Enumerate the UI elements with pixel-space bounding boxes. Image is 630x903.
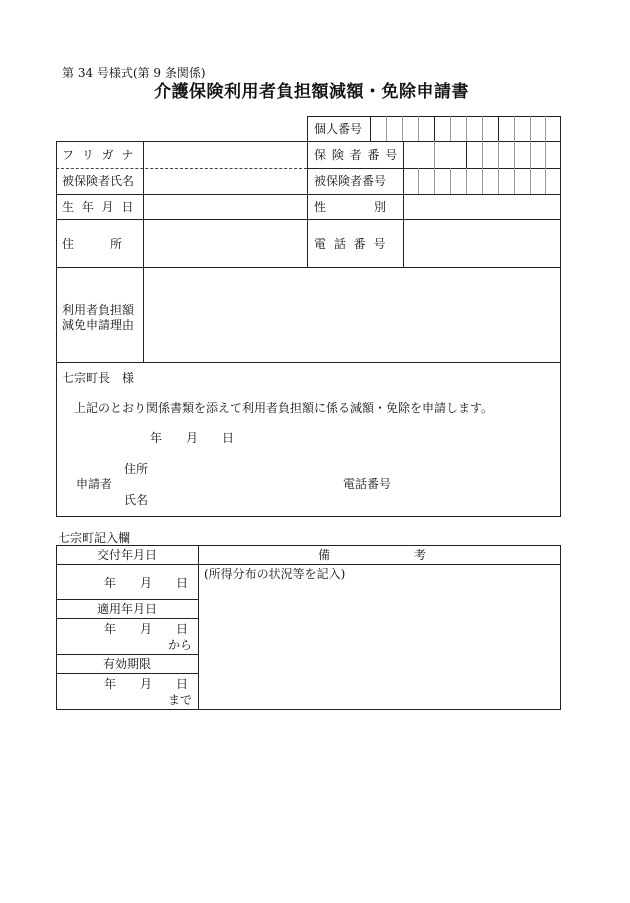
applicant-phone-label: 電話番号: [343, 477, 392, 491]
validity-value: 年 月 日: [104, 677, 189, 691]
insured-name-label: 被保険者氏名: [62, 174, 135, 188]
birth-date-field[interactable]: [144, 195, 307, 219]
insured-name-field[interactable]: [144, 169, 307, 194]
gender-field[interactable]: [404, 195, 560, 219]
applicant-name-label: 氏名: [124, 493, 149, 507]
application-statement: 上記のとおり関係書類を添えて利用者負担額に係る減額・免除を申請します。: [74, 401, 494, 415]
phone-number-field[interactable]: [404, 220, 560, 267]
reason-label-line2: 減免申請理由: [62, 318, 135, 332]
issue-date-value: 年 月 日: [104, 576, 189, 590]
page-title: 介護保険利用者負担額減額・免除申請書: [154, 82, 469, 102]
remarks-label: 備 考: [318, 548, 427, 562]
reason-label-line1: 利用者負担額: [62, 303, 135, 317]
insured-number-label: 被保険者番号: [314, 174, 387, 188]
apply-from: から: [168, 638, 193, 652]
phone-number-label: 電 話 番 号: [314, 237, 388, 251]
personal-number-field[interactable]: [371, 117, 560, 141]
reason-field[interactable]: [144, 268, 560, 362]
validity-until: まで: [168, 693, 193, 707]
insured-number-field[interactable]: [404, 169, 560, 194]
validity-label: 有効期限: [102, 657, 151, 671]
issue-date-label: 交付年月日: [96, 548, 157, 562]
application-date: 年 月 日: [150, 431, 235, 445]
remarks-note: (所得分布の状況等を記入): [204, 567, 346, 581]
apply-date-value: 年 月 日: [104, 622, 189, 636]
gender-label: 性 別: [314, 200, 387, 214]
office-section-heading: 七宗町記入欄: [58, 531, 131, 545]
personal-number-label: 個人番号: [314, 122, 363, 136]
remarks-field[interactable]: [199, 582, 560, 709]
apply-date-label: 適用年月日: [96, 602, 157, 616]
insurer-number-label: 保 険 者 番 号: [314, 148, 399, 162]
insurer-number-field[interactable]: [404, 142, 560, 168]
applicant-address-label: 住所: [124, 462, 149, 476]
form-number: 第 34 号様式(第 9 条関係): [62, 66, 206, 80]
address-field[interactable]: [144, 220, 307, 267]
applicant-label: 申請者: [76, 477, 113, 491]
furigana-field[interactable]: [144, 142, 307, 168]
addressee: 七宗町長 様: [62, 371, 135, 385]
birth-date-label: 生 年 月 日: [62, 200, 136, 214]
address-label: 住 所: [62, 237, 123, 251]
furigana-label: フ リ ガ ナ: [62, 148, 136, 162]
